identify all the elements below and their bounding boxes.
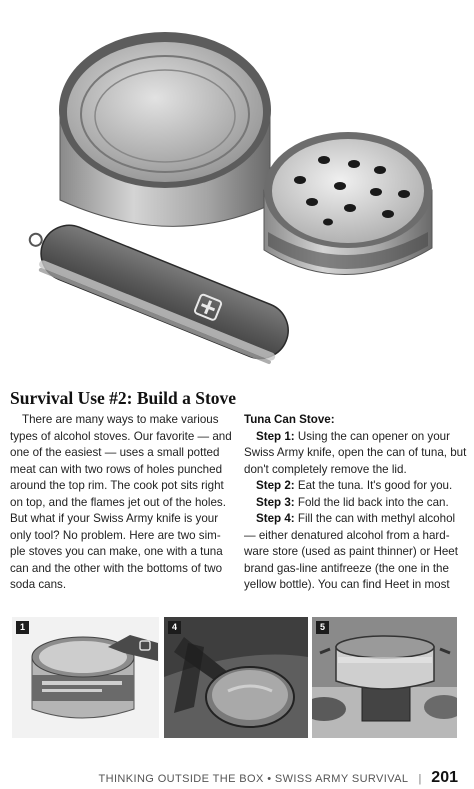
instruction-line: Swiss Army knife, open the can of tuna, but xyxy=(244,446,467,459)
intro-line: one of the easiest — uses a small potted xyxy=(10,446,220,459)
step-text: Fill the can with methyl alcohol xyxy=(294,512,456,525)
hero-photo xyxy=(0,0,474,378)
instruction-line: brand gas-line antifreeze (the one in the xyxy=(244,561,449,575)
intro-line: But what if your Swiss Army knife is your xyxy=(10,512,219,525)
intro-column xyxy=(10,412,232,594)
subheading-tuna-can-stove: Tuna Can Stove: xyxy=(244,413,335,426)
intro-line: on top, and the flames jet out of the holes. xyxy=(10,495,226,509)
footer-separator: | xyxy=(418,773,422,785)
step-label: Step 2: xyxy=(256,479,295,492)
instruction-line: don't completely remove the lid. xyxy=(244,462,407,476)
photo-badge: 5 xyxy=(316,621,329,634)
intro-line: There are many ways to make various xyxy=(22,413,219,426)
intro-line: can and the other with the bottoms of two xyxy=(10,561,223,575)
intro-line: types of alcohol stoves. Our favorite — and xyxy=(10,429,232,443)
instruction-line xyxy=(244,495,468,512)
instruction-line: yellow bottle). You can find Heet in most xyxy=(244,578,450,591)
instruction-line xyxy=(244,429,468,446)
intro-line: ple stoves you can make, one with a tuna xyxy=(10,545,223,558)
instruction-line xyxy=(244,511,468,528)
step-photo-4 xyxy=(164,617,308,738)
photo-badge: 4 xyxy=(168,621,181,634)
section-title: Survival Use #2: Build a Stove xyxy=(10,388,237,408)
running-head: THINKING OUTSIDE THE BOX • SWISS ARMY SURVIVAL xyxy=(98,773,409,785)
intro-line: around the top rim. The cook pot sits right xyxy=(10,479,224,492)
step-text: Fold the lid back into the can. xyxy=(294,495,449,509)
photo-badge: 1 xyxy=(16,621,29,634)
tuna-can-open xyxy=(59,32,271,226)
step-label: Step 3: xyxy=(256,495,295,509)
instruction-line xyxy=(244,478,468,495)
page-number: 201 xyxy=(431,769,458,786)
page-footer xyxy=(98,769,458,787)
instruction-line: ware store (used as paint thinner) or Heet xyxy=(244,545,458,558)
intro-line: meat can with two rows of holes punched xyxy=(10,462,223,476)
instruction-line: — either denatured alcohol from a hard- xyxy=(244,528,450,542)
step-photo-1 xyxy=(12,617,159,738)
step-text: Eat the tuna. It's good for you. xyxy=(294,479,453,492)
swiss-army-knife xyxy=(20,212,297,367)
step-label: Step 4: xyxy=(256,512,295,525)
intro-line: soda cans. xyxy=(10,578,67,591)
step-label: Step 1: xyxy=(256,429,295,443)
stove-can xyxy=(264,132,432,275)
step-photo-5 xyxy=(312,617,457,738)
step-text: Using the can opener on your xyxy=(294,429,450,443)
instructions-column xyxy=(244,412,468,594)
intro-line: only tool? No problem. Here are two sim- xyxy=(10,528,221,542)
